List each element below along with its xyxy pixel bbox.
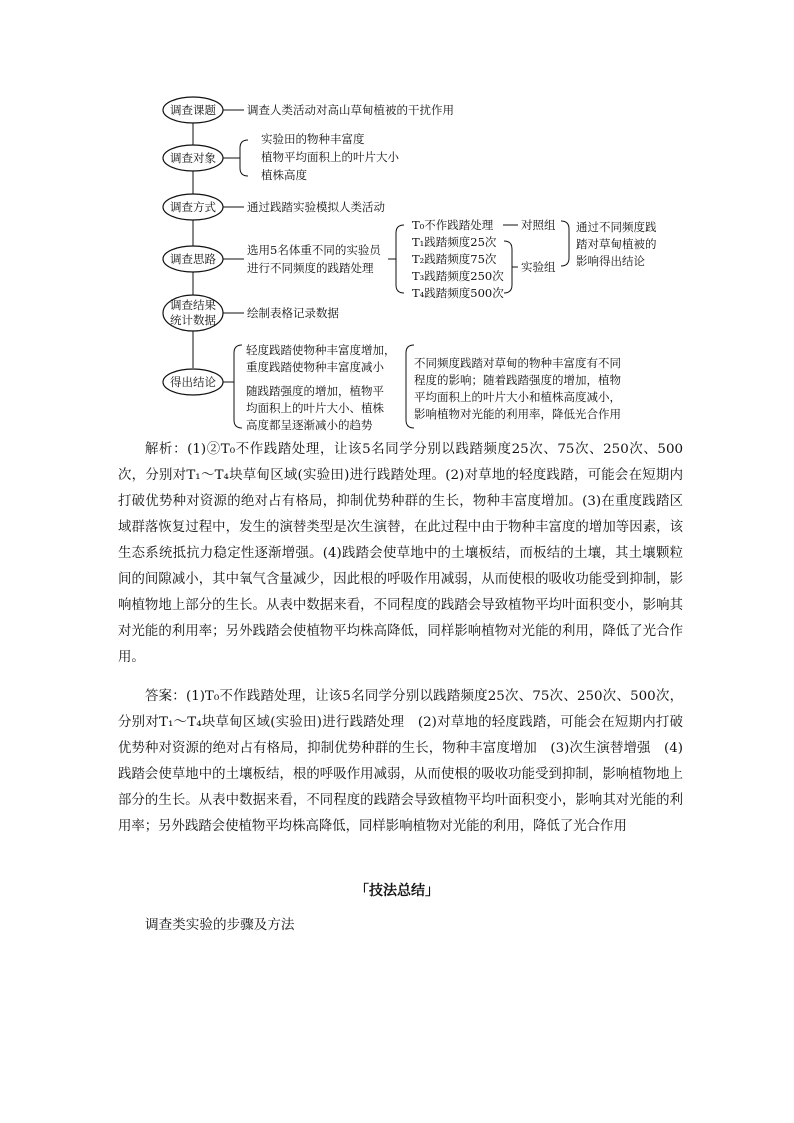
object-item-3: 植株高度: [261, 168, 307, 182]
approach-line-1: 选用5名体重不同的实验员: [247, 243, 381, 257]
node-approach-label: 调查思路: [170, 252, 216, 266]
object-item-2: 植物平均面积上的叶片大小: [261, 150, 399, 164]
conclusion-g1-1: 轻度践踏使物种丰富度增加，: [246, 343, 396, 357]
conclusion-g1-2: 重度践踏使物种丰富度减小: [246, 360, 384, 374]
conclusion-g2-2: 均面积上的叶片大小、植株: [246, 401, 384, 415]
flow-diagram: [0, 0, 794, 440]
conclusion-final-3: 平均面积上的叶片大小和植株高度减小，: [414, 390, 621, 404]
control-group-label: 对照组: [521, 218, 556, 232]
experiment-group-label: 实验组: [521, 260, 556, 274]
conclusion-final-2: 程度的影响；随着践踏强度的增加，植物: [414, 373, 621, 387]
method-text: 通过践踏实验模拟人类活动: [247, 200, 385, 214]
approach-line-2: 进行不同频度的践踏处理: [247, 261, 374, 275]
analysis-paragraph: 解析：(1)②T₀不作践踏处理，让该5名同学分别以践踏频度25次、75次、250次、500次，分别对T₁～T₄块草甸区域(实验田)进行践踏处理。(2)对草地的轻度践踏，可能会在短期内打破优势种对资源的绝对占有格局，抑制优势种群的生长，物种丰富度增加。(3)在重度践踏区域群落恢复过程中，发生的演替类型是次生演替，在此过程中由于物种丰富度的增加等因素，该生态系统抵抗力稳定性逐渐增强。(4)践踏会使草地中的土壤板结，而板结的土壤，其土壤颗粒间的间隙减小，其中氧气含量减少，因此根的呼吸作用减弱，从而使根的吸收功能受到抑制，影响植物地上部分的生长。从表中数据来看，不同程度的践踏会导致植物平均叶面积变小，影响其对光能的利用率；另外践踏会使植物平均株高降低，同样影响植物对光能的利用，降低了光合作用。: [118, 442, 683, 665]
treatment-t0: T₀不作践踏处理: [412, 218, 494, 232]
node-results-label-2: 统计数据: [170, 313, 216, 327]
approach-conclusion-3: 影响得出结论: [576, 254, 645, 268]
node-object-label: 调查对象: [170, 151, 216, 165]
treatment-t3: T₃践踏频度250次: [412, 269, 504, 283]
subheading: 调查类实验的步骤及方法: [145, 917, 295, 933]
approach-conclusion-1: 通过不同频度践: [576, 220, 657, 234]
node-results-label-1: 调查结果: [170, 298, 216, 312]
conclusion-g2-1: 随践踏强度的增加，植物平: [246, 384, 384, 398]
node-topic-label: 调查课题: [170, 103, 216, 117]
conclusion-final-4: 影响植物对光能的利用率，降低光合作用: [414, 407, 621, 421]
object-item-1: 实验田的物种丰富度: [261, 132, 365, 146]
treatment-t1: T₁践踏频度25次: [412, 235, 497, 249]
topic-text: 调查人类活动对高山草甸植被的干扰作用: [247, 103, 454, 117]
results-text: 绘制表格记录数据: [247, 306, 339, 320]
node-conclusion-label: 得出结论: [170, 375, 216, 389]
conclusion-g2-3: 高度都呈逐渐减小的趋势: [246, 418, 373, 432]
conclusion-final-1: 不同频度践踏对草甸的物种丰富度有不同: [414, 356, 621, 370]
treatment-t2: T₂践踏频度75次: [412, 252, 497, 266]
section-title: 「技法总结」: [355, 883, 439, 899]
node-method-label: 调查方式: [170, 200, 216, 214]
answer-paragraph: 答案：(1)T₀不作践踏处理，让该5名同学分别以践踏频度25次、75次、250次、500次，分别对T₁～T₄块草甸区域(实验田)进行践踏处理 (2)对草地的轻度践踏，可能会在短期内打破优势种对资源的绝对占有格局，抑制优势种群的生长，物种丰富度增加 (3)次生演替增强 (4)践踏会使草地中的土壤板结，根的呼吸作用减弱，从而使根的吸收功能受到抑制，影响植物地上部分的生长。从表中数据来看，不同程度的践踏会导致植物平均叶面积变小，影响其对光能的利用率；另外践踏会使植物平均株高降低，同样影响植物对光能的利用，降低了光合作用: [118, 689, 683, 834]
treatment-t4: T₄践踏频度500次: [412, 286, 504, 300]
approach-conclusion-2: 踏对草甸植被的: [576, 237, 657, 251]
